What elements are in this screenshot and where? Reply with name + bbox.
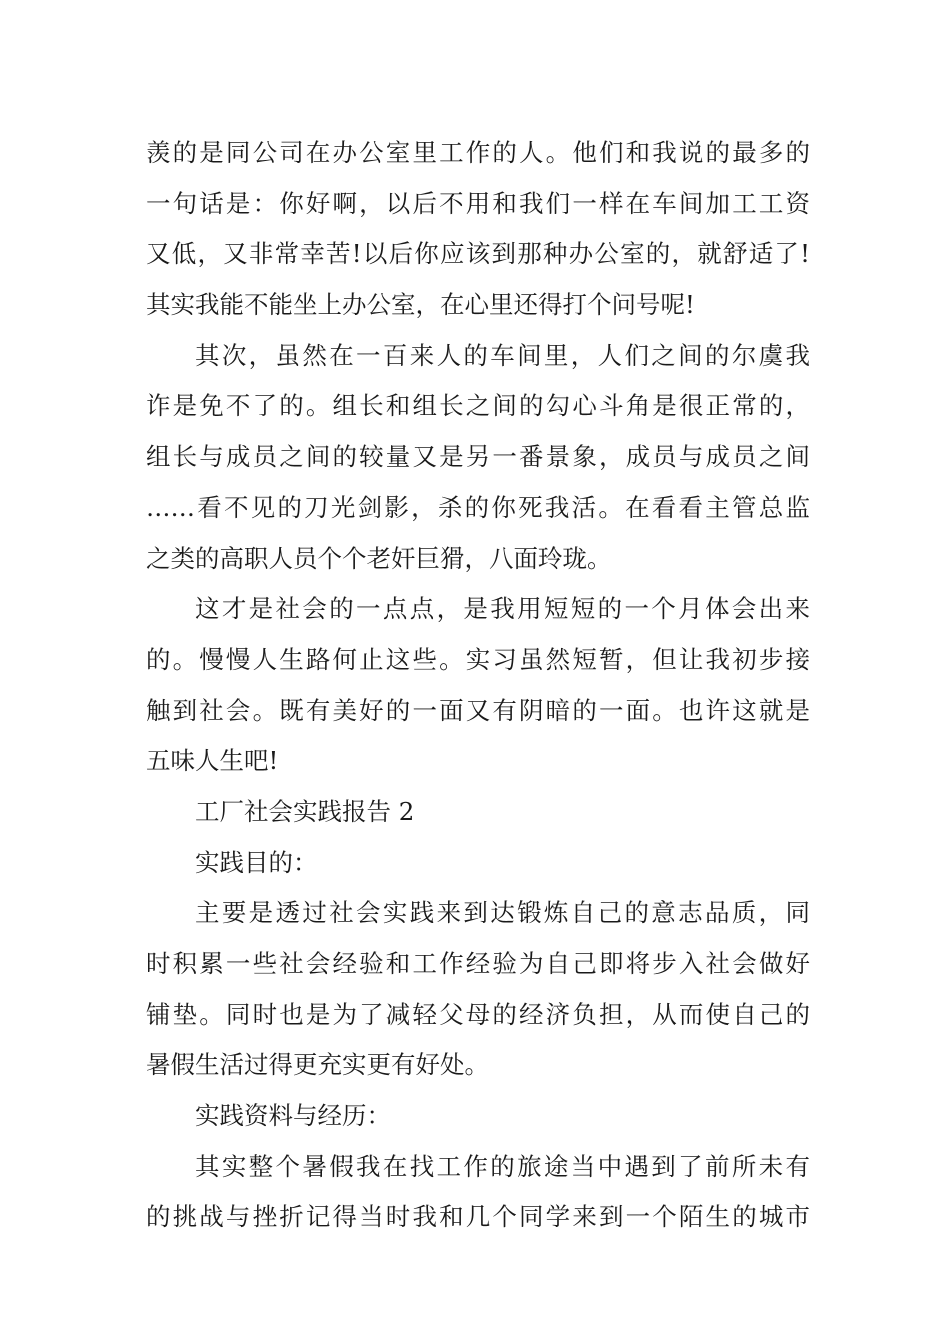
subheading: 实践资料与经历：	[195, 1101, 391, 1131]
text-line: 暑假生活过得更充实更有好处。	[146, 1050, 489, 1080]
text-line: 其实整个暑假我在找工作的旅途当中遇到了前所未有	[195, 1151, 810, 1181]
text-line: 的挑战与挫折记得当时我和几个同学来到一个陌生的城市	[146, 1202, 810, 1232]
text-line: 触到社会。既有美好的一面又有阴暗的一面。也许这就是	[146, 695, 810, 725]
text-line: 的。慢慢人生路何止这些。实习虽然短暂，但让我初步接	[146, 644, 810, 674]
text-line: 其实我能不能坐上办公室，在心里还得打个问号呢!	[146, 290, 695, 320]
text-line: 组长与成员之间的较量又是另一番景象，成员与成员之间	[146, 442, 810, 472]
text-line: 之类的高职人员个个老奸巨猾，八面玲珑。	[146, 543, 612, 573]
text-line: 诈是免不了的。组长和组长之间的勾心斗角是很正常的，	[146, 391, 810, 421]
text-line: 铺垫。同时也是为了减轻父母的经济负担，从而使自己的	[146, 999, 810, 1029]
text-line: 又低，又非常幸苦!以后你应该到那种办公室的，就舒适了!	[146, 239, 810, 269]
text-line: 时积累一些社会经验和工作经验为自己即将步入社会做好	[146, 949, 810, 978]
text-line: 一句话是：你好啊，以后不用和我们一样在车间加工工资	[146, 188, 810, 218]
text-line: 五味人生吧!	[146, 746, 279, 776]
text-line: ……看不见的刀光剑影，杀的你死我活。在看看主管总监	[146, 492, 810, 522]
text-line: 羡的是同公司在办公室里工作的人。他们和我说的最多的	[146, 138, 810, 167]
text-line: 主要是透过社会实践来到达锻炼自己的意志品质，同	[195, 898, 810, 928]
subheading: 实践目的：	[195, 847, 318, 877]
text-line: 其次，虽然在一百来人的车间里，人们之间的尔虞我	[195, 340, 810, 370]
section-heading: 工厂社会实践报告 2	[195, 796, 415, 826]
body-text	[146, 128, 810, 1243]
text-line: 这才是社会的一点点，是我用短短的一个月体会出来	[195, 594, 810, 624]
